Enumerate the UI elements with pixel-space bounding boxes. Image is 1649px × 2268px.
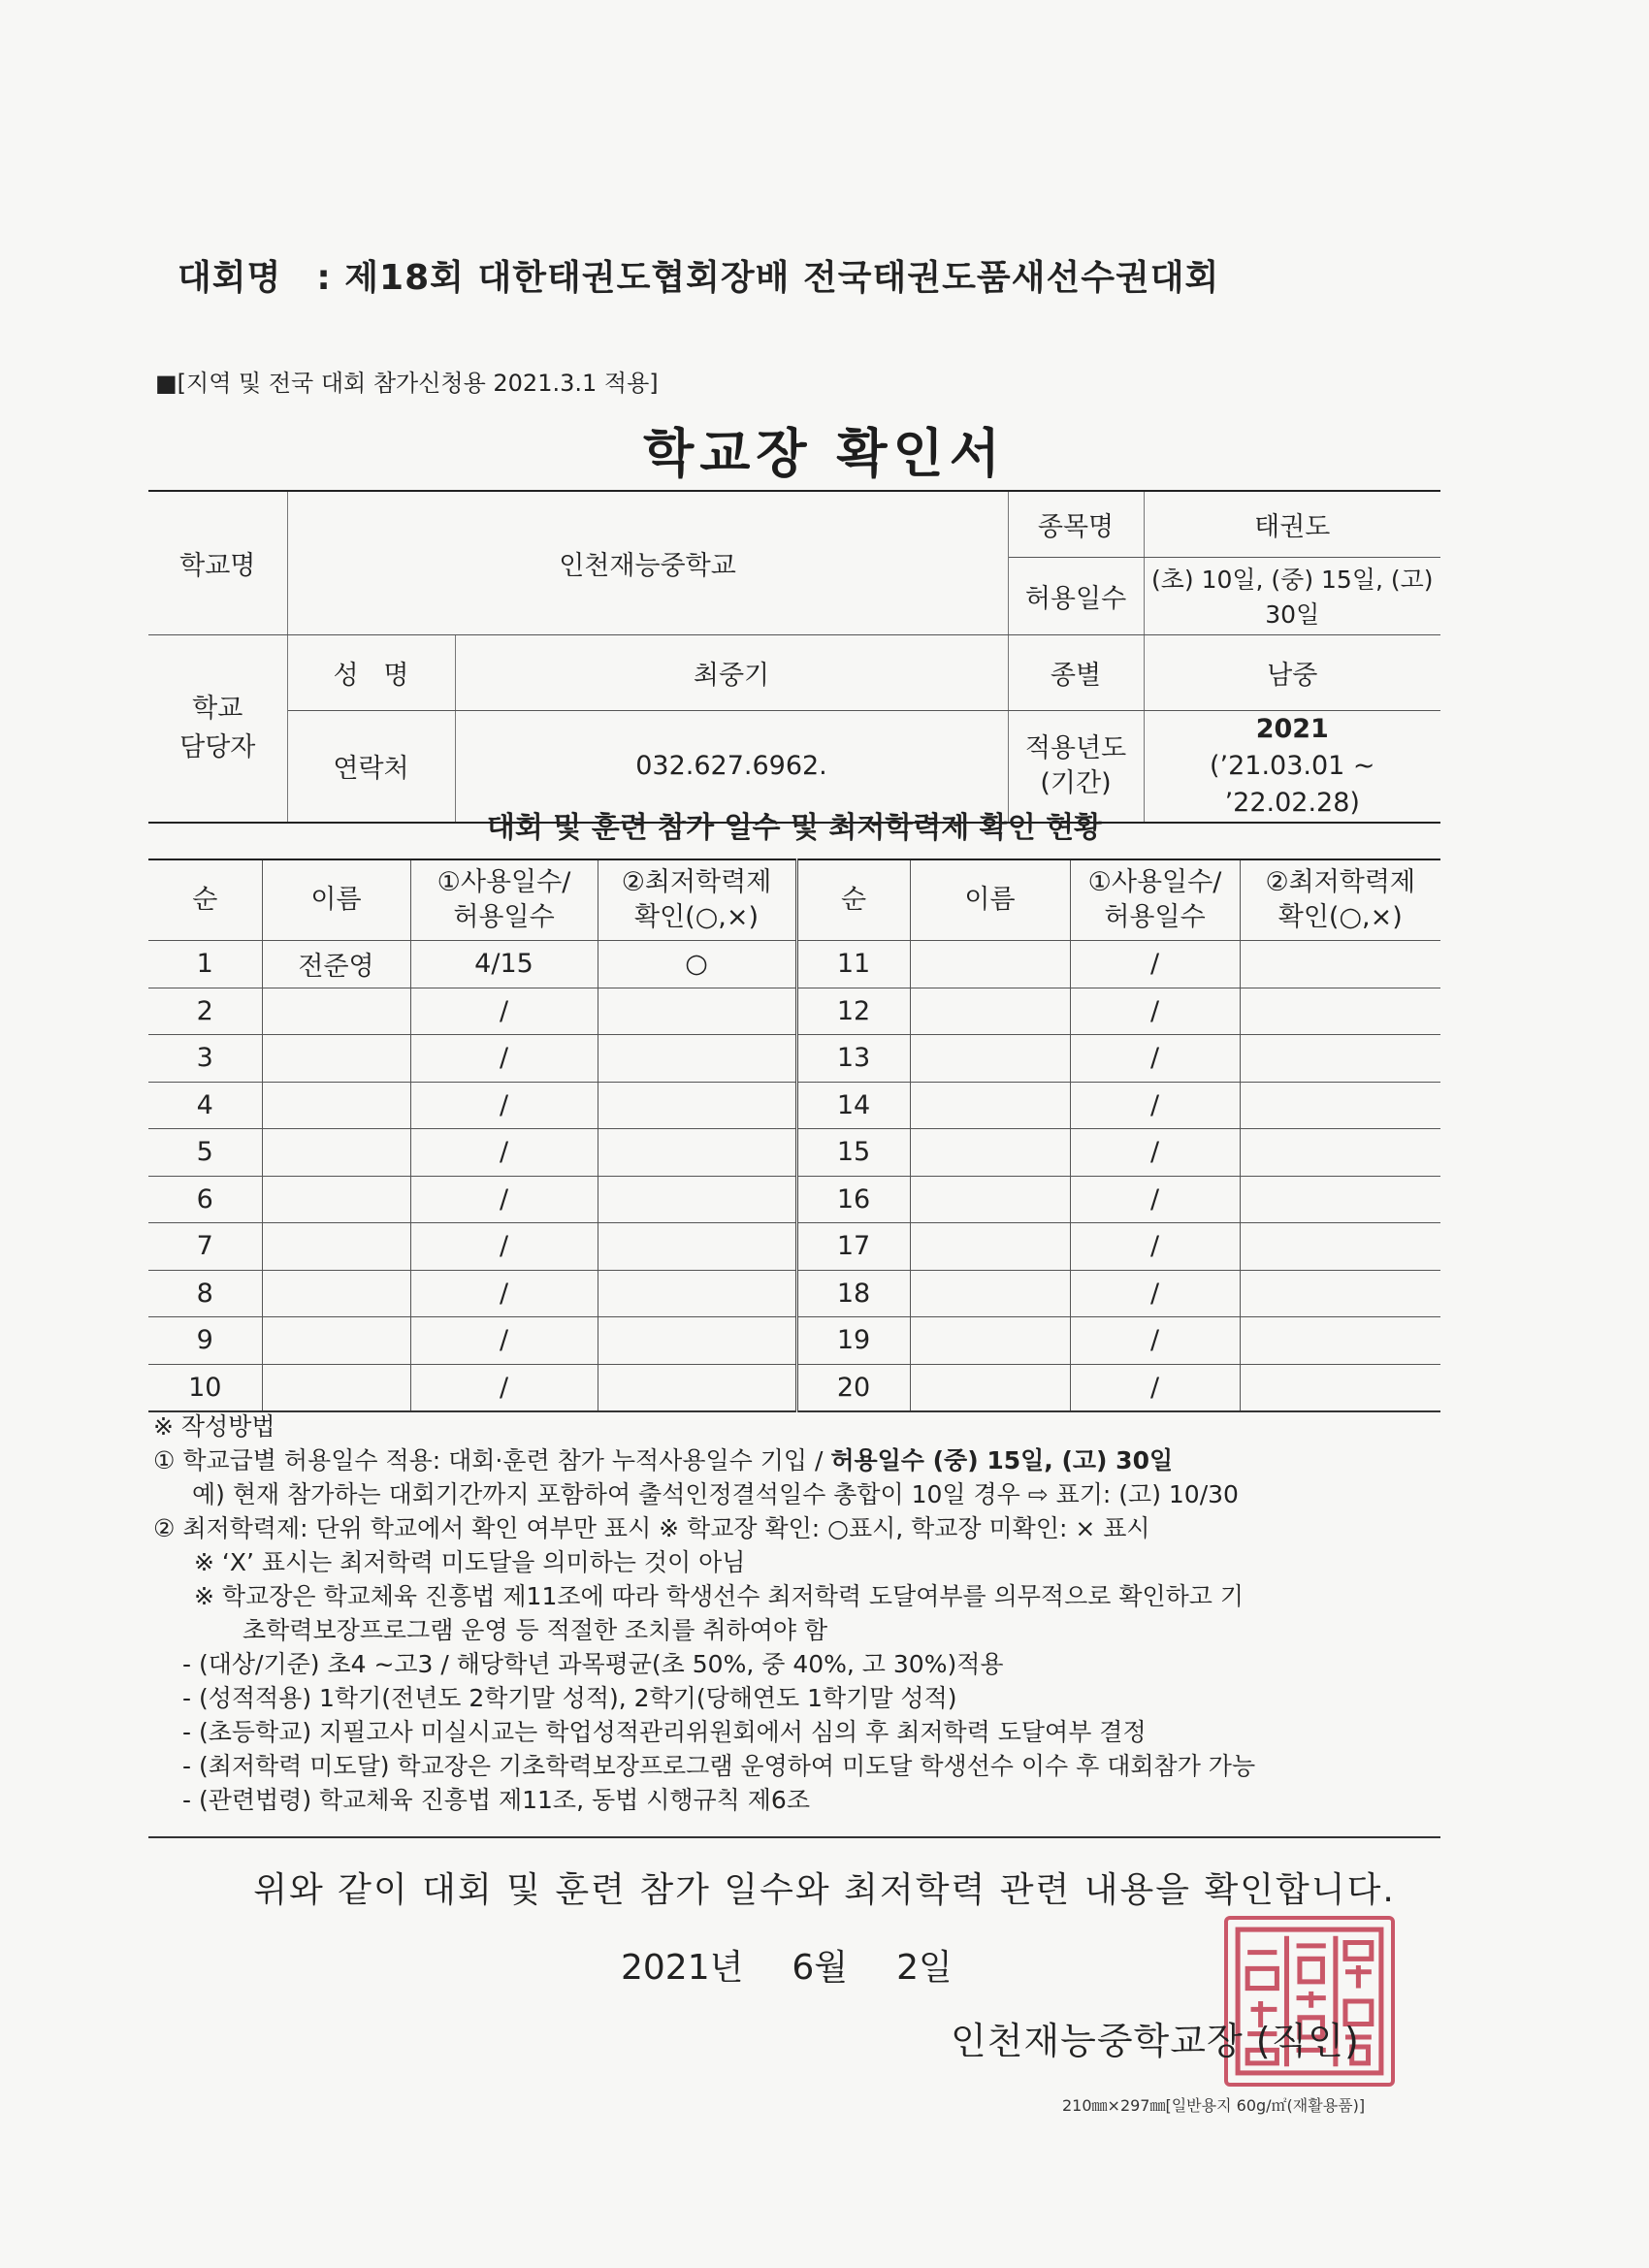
- row-no: 2: [148, 988, 262, 1035]
- row-days-2: /: [1070, 1270, 1240, 1317]
- row-days: /: [410, 1364, 598, 1411]
- row-name-2: [910, 941, 1070, 988]
- row-name: [262, 988, 410, 1035]
- row-days: /: [410, 1082, 598, 1129]
- detail-5: - (관련법령) 학교체육 진흥법 제11조, 동법 시행규칙 제6조: [182, 1786, 810, 1814]
- table-row: [148, 1035, 1440, 1083]
- info-table: [148, 490, 1440, 824]
- row-name-2: [910, 1176, 1070, 1223]
- row-no-2: 20: [796, 1364, 910, 1411]
- roster-table: [148, 859, 1440, 1412]
- row-days-2: /: [1070, 1176, 1240, 1223]
- category-value: 남중: [1144, 634, 1440, 710]
- row-no-2: 16: [796, 1176, 910, 1223]
- manager-name-value: 최중기: [455, 634, 1008, 710]
- contest-separator: :: [316, 258, 332, 298]
- row-days-2: /: [1070, 1317, 1240, 1365]
- col-days-line1: ①사용일수/: [436, 867, 571, 897]
- row-name: 전준영: [262, 941, 410, 988]
- row-check: [598, 1270, 796, 1317]
- manager-name-label: 성 명: [287, 634, 455, 710]
- note-2: ② 최저학력제: 단위 학교에서 확인 여부만 표시 ※ 학교장 확인: ○표시, 학교장 미확인: × 표시: [153, 1514, 1150, 1542]
- row-name-2: [910, 1082, 1070, 1129]
- detail-2: - (성적적용) 1학기(전년도 2학기말 성적), 2학기(당해연도 1학기말 성적): [182, 1684, 957, 1712]
- note-1-example: 예) 현재 참가하는 대회기간까지 포함하여 출석인정결석일수 총합이 10일 경우 ⇨ 표기: (고) 10/30: [192, 1480, 1239, 1508]
- category-label: 종별: [1008, 634, 1144, 710]
- row-days: /: [410, 1223, 598, 1271]
- row-check: [598, 988, 796, 1035]
- col-name: 이름: [262, 859, 410, 941]
- row-days-2: /: [1070, 1223, 1240, 1271]
- col-check-2-line2: 확인(○,×): [1277, 902, 1403, 932]
- confirmation-statement: 위와 같이 대회 및 훈련 참가 일수와 최저학력 관련 내용을 확인합니다.: [253, 1870, 1396, 1910]
- manager-label-line1: 학교: [192, 693, 243, 724]
- row-check-2: [1240, 1317, 1440, 1365]
- row-no-2: 14: [796, 1082, 910, 1129]
- col-check-line1: ②최저학력제: [621, 867, 772, 897]
- row-days: /: [410, 988, 598, 1035]
- year-value: 2021: [1255, 713, 1329, 744]
- col-check-2-line1: ②최저학력제: [1265, 867, 1416, 897]
- table-row: [148, 1082, 1440, 1129]
- row-check-2: [1240, 1176, 1440, 1223]
- contact-label: 연락처: [287, 710, 455, 823]
- row-check-2: [1240, 1129, 1440, 1177]
- form-note: ■[지역 및 전국 대회 참가신청용 2021.3.1 적용]: [155, 370, 659, 397]
- row-days: /: [410, 1176, 598, 1223]
- row-name-2: [910, 1270, 1070, 1317]
- row-no: 9: [148, 1317, 262, 1365]
- row-check-2: [1240, 941, 1440, 988]
- row-no: 4: [148, 1082, 262, 1129]
- row-name: [262, 1364, 410, 1411]
- row-check: [598, 1317, 796, 1365]
- col-days-2: [1070, 859, 1240, 941]
- row-check: ○: [598, 941, 796, 988]
- col-check: [598, 859, 796, 941]
- row-name: [262, 1317, 410, 1365]
- allowed-days-value: (초) 10일, (중) 15일, (고) 30일: [1144, 557, 1440, 634]
- allowed-days-label: 허용일수: [1008, 557, 1144, 634]
- roster-heading: 대회 및 훈련 참가 일수 및 최저학력제 확인 현황: [486, 811, 1103, 845]
- date-day: 2일: [896, 1948, 953, 1988]
- divider: [148, 1836, 1440, 1838]
- row-name-2: [910, 1317, 1070, 1365]
- period-value: (’21.03.01 ~ ’22.02.28): [1209, 750, 1375, 818]
- row-check-2: [1240, 1270, 1440, 1317]
- event-label: 종목명: [1008, 491, 1144, 557]
- issue-date: [621, 1940, 1001, 1990]
- note-2b-cont: 초학력보장프로그램 운영 등 적절한 조치를 취하여야 함: [242, 1616, 828, 1644]
- row-no-2: 19: [796, 1317, 910, 1365]
- paper-spec: 210㎜×297㎜[일반용지 60g/㎡(재활용품)]: [1062, 2096, 1366, 2115]
- year-label-line2: (기간): [1040, 767, 1112, 798]
- row-check: [598, 1223, 796, 1271]
- detail-3: - (초등학교) 지필고사 미실시교는 학업성적관리위원회에서 심의 후 최저학력 도달여부 결정: [182, 1718, 1147, 1746]
- roster-header-row: [148, 859, 1440, 941]
- row-no-2: 18: [796, 1270, 910, 1317]
- row-check-2: [1240, 1082, 1440, 1129]
- row-days-2: /: [1070, 1364, 1240, 1411]
- row-no-2: 11: [796, 941, 910, 988]
- col-days-2-line1: ①사용일수/: [1087, 867, 1222, 897]
- table-row: [148, 1176, 1440, 1223]
- signer: 인천재능중학교장 (직인): [951, 2020, 1360, 2062]
- row-days: /: [410, 1035, 598, 1083]
- row-name: [262, 1223, 410, 1271]
- row-no: 3: [148, 1035, 262, 1083]
- table-row: [148, 1129, 1440, 1177]
- school-name: 인천재능중학교: [287, 491, 1008, 634]
- manager-label: [148, 634, 287, 823]
- row-days: /: [410, 1317, 598, 1365]
- row-days-2: /: [1070, 1129, 1240, 1177]
- row-name-2: [910, 988, 1070, 1035]
- table-row: [148, 1270, 1440, 1317]
- row-days-2: /: [1070, 988, 1240, 1035]
- row-name: [262, 1035, 410, 1083]
- note-2a: ※ ‘X’ 표시는 최저학력 미도달을 의미하는 것이 아님: [194, 1548, 746, 1576]
- table-row: [148, 1223, 1440, 1271]
- row-check: [598, 1082, 796, 1129]
- table-row: [148, 988, 1440, 1035]
- col-no-2: 순: [796, 859, 910, 941]
- row-name: [262, 1176, 410, 1223]
- row-no: 10: [148, 1364, 262, 1411]
- detail-4: - (최저학력 미도달) 학교장은 기초학력보장프로그램 운영하여 미도달 학생선수 이수 후 대회참가 가능: [182, 1752, 1256, 1780]
- col-days: [410, 859, 598, 941]
- year-label-line1: 적용년도: [1024, 732, 1127, 763]
- col-days-line2: 허용일수: [453, 902, 555, 932]
- row-check: [598, 1035, 796, 1083]
- row-check-2: [1240, 1035, 1440, 1083]
- contest-name: 제18회 대한태권도협회장배 전국태권도품새선수권대회: [344, 258, 1220, 298]
- table-row: [148, 941, 1440, 988]
- row-no: 1: [148, 941, 262, 988]
- row-days: /: [410, 1129, 598, 1177]
- school-label: 학교명: [148, 491, 287, 634]
- row-no: 6: [148, 1176, 262, 1223]
- row-no-2: 17: [796, 1223, 910, 1271]
- contest-line: [178, 250, 1219, 300]
- writing-instructions: [153, 1409, 1453, 1817]
- row-days-2: /: [1070, 1082, 1240, 1129]
- note-2b: ※ 학교장은 학교체육 진흥법 제11조에 따라 학생선수 최저학력 도달여부를 의무적으로 확인하고 기: [194, 1582, 1245, 1610]
- date-month: 6월: [792, 1948, 849, 1988]
- note-1: [153, 1443, 1453, 1477]
- row-name: [262, 1082, 410, 1129]
- row-no: 7: [148, 1223, 262, 1271]
- row-check-2: [1240, 1223, 1440, 1271]
- col-check-2: [1240, 859, 1440, 941]
- contest-label: 대회명: [178, 258, 282, 298]
- col-no: 순: [148, 859, 262, 941]
- row-name-2: [910, 1223, 1070, 1271]
- col-days-2-line2: 허용일수: [1104, 902, 1206, 932]
- row-name-2: [910, 1364, 1070, 1411]
- detail-1: - (대상/기준) 초4 ~고3 / 해당학년 과목평균(초 50%, 중 40%, 고 30%)적용: [182, 1650, 1004, 1678]
- row-days-2: /: [1070, 941, 1240, 988]
- table-row: [148, 1317, 1440, 1365]
- row-days: 4/15: [410, 941, 598, 988]
- row-no: 5: [148, 1129, 262, 1177]
- row-check: [598, 1129, 796, 1177]
- row-name-2: [910, 1129, 1070, 1177]
- row-no: 8: [148, 1270, 262, 1317]
- row-check-2: [1240, 1364, 1440, 1411]
- row-name: [262, 1270, 410, 1317]
- date-year: 2021년: [621, 1948, 744, 1988]
- row-no-2: 15: [796, 1129, 910, 1177]
- event-value: 태권도: [1144, 491, 1440, 557]
- col-name-2: 이름: [910, 859, 1070, 941]
- row-check: [598, 1176, 796, 1223]
- row-days: /: [410, 1270, 598, 1317]
- document-title: 학교장 확인서: [643, 423, 1006, 484]
- notes-title: ※ 작성방법: [153, 1412, 275, 1441]
- row-check: [598, 1364, 796, 1411]
- contact-value: 032.627.6962.: [455, 710, 1008, 823]
- row-name-2: [910, 1035, 1070, 1083]
- row-check-2: [1240, 988, 1440, 1035]
- row-no-2: 13: [796, 1035, 910, 1083]
- note-1-text: ① 학교급별 허용일수 적용: 대회·훈련 참가 누적사용일수 기입 /: [153, 1446, 831, 1474]
- manager-label-line2: 담당자: [179, 731, 256, 762]
- row-days-2: /: [1070, 1035, 1240, 1083]
- row-name: [262, 1129, 410, 1177]
- table-row: [148, 1364, 1440, 1411]
- note-1-bold: 허용일수 (중) 15일, (고) 30일: [830, 1446, 1174, 1474]
- row-no-2: 12: [796, 988, 910, 1035]
- col-check-line2: 확인(○,×): [634, 902, 759, 932]
